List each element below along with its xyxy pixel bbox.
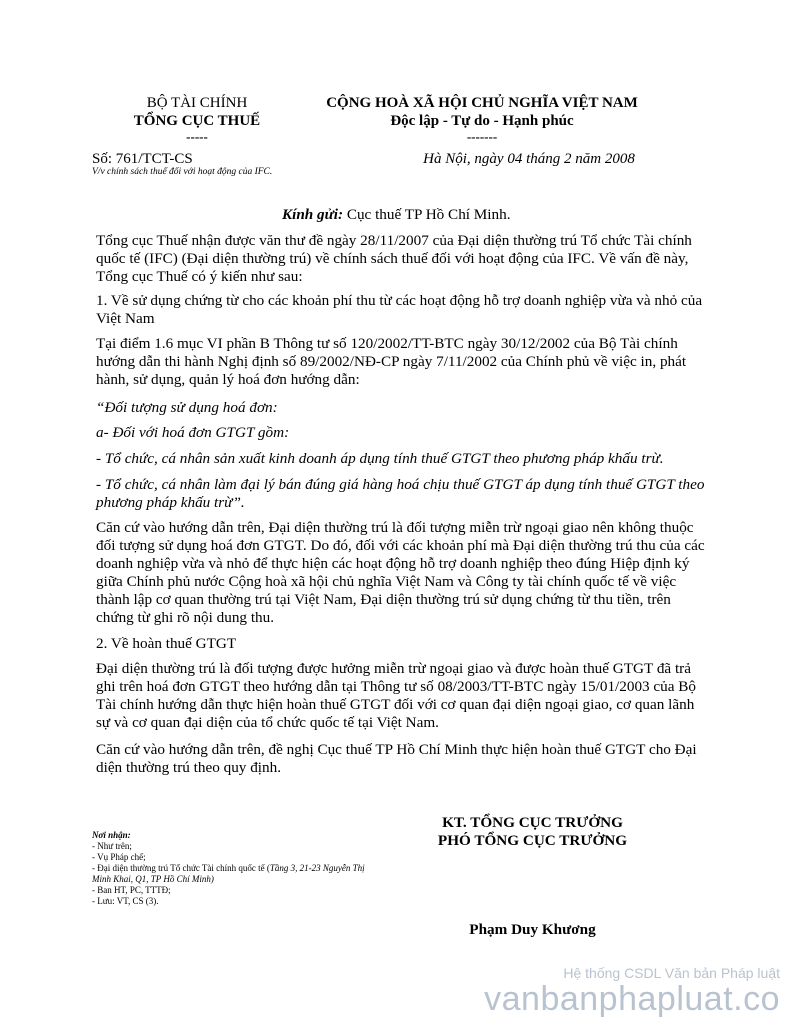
- document-subject: V/v chính sách thuế đối với hoạt động của IFC.: [92, 167, 273, 177]
- signature-title-2: PHÓ TỔNG CỤC TRƯỞNG: [437, 832, 628, 849]
- place-date: Hà Nội, ngày 04 tháng 2 năm 2008: [423, 151, 635, 167]
- document-number: Số: 761/TCT-CS: [92, 151, 193, 167]
- agency-rule: -----: [186, 129, 208, 144]
- quote-line-4: - Tổ chức, cá nhân làm đại lý bán đúng giá hàng hoá chịu thuế GTGT áp dụng tính thuế GTGT theo phương pháp khấu trừ”.: [96, 476, 705, 511]
- watermark-site: vanbanphapluat.co: [484, 980, 780, 1018]
- recipient-line: - Như trên;: [92, 841, 132, 851]
- recipient-line: [92, 863, 377, 885]
- recipient-line: - Lưu: VT, CS (3).: [92, 896, 159, 906]
- paragraph-circular-reference: Tại điểm 1.6 mục VI phần B Thông tư số 120/2002/TT-BTC ngày 30/12/2002 của Bộ Tài chính hướng dẫn thi hành Nghị định số 89/2002/NĐ-CP ngày 7/11/2002 của Chính phủ về việc in, phát hành, sử dụng, quản lý hoá đơn hướng dẫn:: [96, 335, 687, 388]
- section-2-heading: 2. Về hoàn thuế GTGT: [96, 635, 237, 652]
- greeting-label: Kính gửi:: [282, 206, 344, 223]
- recipient-ifc-address: Tầng 3, 21-23 Nguyễn Thị Minh Khai, Q1, TP Hồ Chí Minh): [92, 863, 365, 884]
- recipient-ifc-name: - Đại diện thường trú Tổ chức Tài chính quốc tế (: [92, 863, 270, 873]
- signer-name: Phạm Duy Khương: [469, 921, 596, 938]
- motto: Độc lập - Tự do - Hạnh phúc: [390, 113, 574, 129]
- paragraph-conclusion-1: Căn cứ vào hướng dẫn trên, Đại diện thường trú là đối tượng miễn trừ ngoại giao nên không thuộc đối tượng sử dụng hoá đơn GTGT. Do đó, đối với các khoản phí mà Đại diện thường trú thu của các doanh nghiệp vừa và nhỏ để thực hiện các hoạt động hỗ trợ doanh nghiệp theo đúng Hiệp định ký giữa Chính phủ nước Cộng hoà xã hội chủ nghĩa Việt Nam và Công ty tài chính quốc tế về việc thành lập cơ quan thường trú tại Việt Nam, Đại diện thường trú sử dụng chứng từ thu tiền, trên chứng từ ghi rõ nội dung thu.: [96, 519, 705, 626]
- agency-block: [92, 94, 302, 144]
- paragraph-intro: Tổng cục Thuế nhận được văn thư đề ngày 28/11/2007 của Đại diện thường trú Tổ chức Tài chính quốc tế (IFC) (Đại diện thường trú) về chính sách thuế đối với hoạt động của IFC. Về vấn đề này, Tổng cục Thuế có ý kiến như sau:: [96, 232, 692, 285]
- section-1-heading: 1. Về sử dụng chứng từ cho các khoản phí thu từ các hoạt động hỗ trợ doanh nghiệp vừa và nhỏ của Việt Nam: [96, 292, 703, 327]
- greeting-recipient: Cục thuế TP Hồ Chí Minh.: [346, 206, 511, 223]
- quote-line-1: “Đối tượng sử dụng hoá đơn:: [96, 399, 278, 416]
- paragraph-refund: Đại diện thường trú là đối tượng được hưởng miễn trừ ngoại giao và được hoàn thuế GTGT đã trả ghi trên hoá đơn GTGT theo hướng dẫn tại Thông tư số 08/2003/TT-BTC ngày 15/01/2003 của Bộ Tài chính hướng dẫn thực hiện hoàn thuế GTGT đối với cơ quan đại diện ngoại giao, cơ quan lãnh sự và cơ quan đại diện của tổ chức quốc tế tại Việt Nam.: [96, 660, 697, 731]
- watermark-caption: Hệ thống CSDL Văn bản Pháp luật: [563, 965, 780, 981]
- recipient-line: - Vụ Pháp chế;: [92, 852, 146, 862]
- quote-line-3: - Tổ chức, cá nhân sản xuất kinh doanh áp dụng tính thuế GTGT theo phương pháp khấu trừ.: [96, 450, 664, 467]
- greeting: [282, 206, 511, 224]
- nation-block: [306, 94, 658, 144]
- recipients-block: [92, 830, 377, 907]
- paragraph-conclusion-2: Căn cứ vào hướng dẫn trên, đề nghị Cục thuế TP Hồ Chí Minh thực hiện hoàn thuế GTGT cho Đại diện thường trú theo quy định.: [96, 741, 697, 776]
- quote-line-2: a- Đối với hoá đơn GTGT gồm:: [96, 424, 290, 441]
- signature-title-1: KT. TỔNG CỤC TRƯỞNG: [442, 814, 623, 831]
- agency-line1: BỘ TÀI CHÍNH: [146, 95, 248, 111]
- recipient-line: - Ban HT, PC, TTTĐ;: [92, 885, 171, 895]
- recipients-title: Nơi nhận:: [92, 830, 131, 840]
- signature-block: [410, 814, 655, 850]
- agency-line2: TỔNG CỤC THUẾ: [133, 113, 261, 129]
- nation-title: CỘNG HOÀ XÃ HỘI CHỦ NGHĨA VIỆT NAM: [326, 95, 638, 111]
- motto-rule: -------: [466, 129, 498, 144]
